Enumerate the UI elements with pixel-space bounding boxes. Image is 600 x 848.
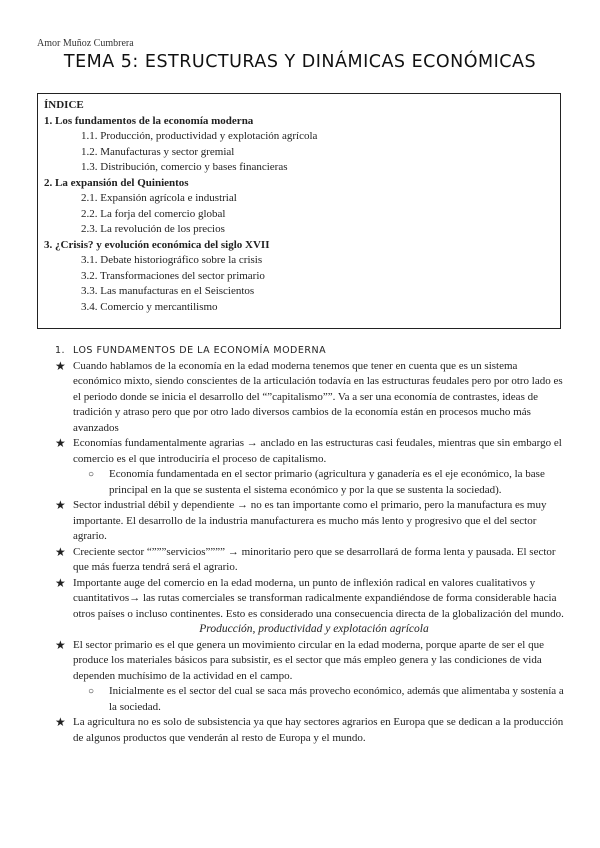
- section-1-heading-text: LOS FUNDAMENTOS DE LA ECONOMÍA MODERNA: [73, 345, 327, 356]
- index-item: 3.4. Comercio y mercantilismo: [81, 300, 218, 313]
- index-item: 3.2. Transformaciones del sector primario: [81, 269, 265, 282]
- circle-bullet-icon: ○: [88, 686, 95, 697]
- index-box: [37, 93, 561, 329]
- page-title: TEMA 5: ESTRUCTURAS Y DINÁMICAS ECONÓMICAS: [63, 52, 537, 72]
- star-bullet-icon: ★: [55, 715, 66, 729]
- index-item: 1.2. Manufacturas y sector gremial: [81, 145, 235, 158]
- bullet-text: El sector primario es el que genera un movimiento circular en la edad moderna, porque aparte de ser el que produce los materiales básicos para subsistir, es el sector que más empleo genera y las condiciones de vida dependen muchísimo de la actividad en el campo.: [73, 638, 544, 682]
- bullet-item: [55, 638, 565, 685]
- index-item: 2.3. La revolución de los precios: [81, 223, 225, 235]
- bullet-text: Sector industrial débil y dependiente → no es tan importante como el primario, pero la manufactura es muy importante. El desarrollo de la industria manufacturera es mucho más lento y progresivo que el del sector agrario.: [73, 499, 547, 542]
- index-item: 2.2. La forja del comercio global: [81, 207, 226, 220]
- bullet-item: [55, 359, 565, 437]
- circle-bullet-icon: ○: [88, 469, 95, 480]
- bullet-text: Importante auge del comercio en la edad moderna, un punto de inflexión radical en valores cualitativos y cuantitativos→ las rutas comerciales se transforman radicalmente expandiéndose de forma considerable hacia otros países o incluso continentes. Esto es considerado una consecuencia directa de la globalización del mundo.: [73, 576, 564, 620]
- index-item: 1.3. Distribución, comercio y bases financieras: [81, 161, 288, 173]
- sub-bullet-item: [55, 684, 565, 715]
- bullet-item: [55, 436, 565, 467]
- section-1-heading: [55, 343, 565, 359]
- index-section-1: 1. Los fundamentos de la economía moderna: [44, 114, 254, 127]
- bullet-item: [55, 498, 565, 545]
- sub-bullet-text: Economía fundamentada en el sector primario (agricultura y ganadería es el eje económico, la base principal en la que se sustenta el sistema económico y por la que se sustenta la sociedad).: [109, 468, 545, 496]
- index-item: 3.1. Debate historiográfico sobre la crisis: [81, 254, 263, 266]
- subsection-heading: Producción, productividad y explotación agrícola: [199, 623, 429, 635]
- section-1-number: 1.: [55, 345, 66, 356]
- star-bullet-icon: ★: [55, 637, 66, 652]
- star-bullet-icon: ★: [55, 436, 66, 450]
- index-item: 3.3. Las manufacturas en el Seiscientos: [81, 285, 255, 297]
- star-bullet-icon: ★: [55, 498, 66, 512]
- bullet-item: [55, 545, 565, 576]
- star-bullet-icon: ★: [55, 544, 66, 559]
- index-item: 2.1. Expansión agrícola e industrial: [81, 192, 237, 204]
- star-bullet-icon: ★: [55, 575, 66, 590]
- index-section-3: 3. ¿Crisis? y evolución económica del siglo XVII: [44, 238, 270, 251]
- star-bullet-icon: ★: [55, 358, 66, 373]
- index-section-2: 2. La expansión del Quinientos: [44, 176, 189, 189]
- bullet-text: Creciente sector “”””servicios”””” → minoritario pero que se desarrollará de forma lenta y pausada. El sector que más fuerza tendrá será el agrario.: [73, 545, 556, 573]
- bullet-item: [55, 576, 565, 623]
- author-name: Amor Muñoz Cumbrera: [37, 38, 134, 49]
- bullet-text: Economías fundamentalmente agrarias → anclado en las estructuras casi feudales, mientras que sin embargo el comercio es el que introduciría el proceso de capitalismo.: [73, 437, 562, 465]
- index-heading: ÍNDICE: [44, 99, 84, 111]
- sub-bullet-item: [55, 467, 565, 498]
- bullet-text: Cuando hablamos de la economía en la edad moderna tenemos que tener en cuenta que es un sistema económico mixto, siendo conscientes de la articulación todavía en las estructuras feudales pero por otro lado es el periodo donde se inicia el desarrollo del “”capitalismo””. Va a ser una economía de contrastes, ideas de tradición y atraso pero que por otro lado diversos cambios de la economía están en procesos mucho más avanzados: [73, 359, 563, 434]
- bullet-item: [55, 715, 565, 746]
- section-1-content: [55, 343, 565, 746]
- index-item: 1.1. Producción, productividad y explotación agrícola: [81, 130, 318, 142]
- bullet-text: La agricultura no es solo de subsistencia ya que hay sectores agrarios en Europa que se dedican a la producción de algunos productos que venderán al resto de Europa y el mundo.: [73, 716, 564, 744]
- sub-bullet-text: Inicialmente es el sector del cual se saca más provecho económico, además que alimentaba y sostenía a la sociedad.: [109, 685, 564, 713]
